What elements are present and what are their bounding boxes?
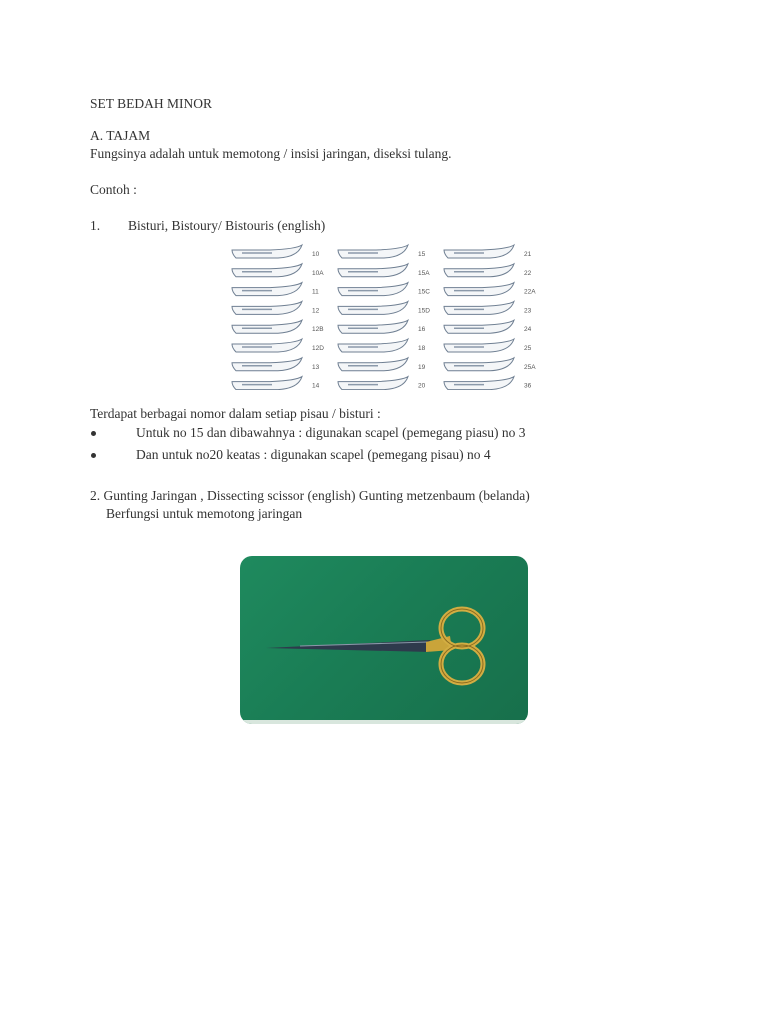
blade-number-label: 20 [418, 382, 426, 390]
scalpel-blade-icon [232, 301, 302, 314]
scalpel-blade-icon [232, 264, 302, 277]
blade-number-label: 14 [312, 382, 320, 390]
blade-number-label: 11 [312, 288, 319, 296]
bullet-item: Dan untuk no20 keatas : digunakan scapel (pemegang pisau) no 4 [136, 447, 491, 462]
blade-number-label: 15 [418, 251, 426, 258]
blade-number-label: 15A [418, 269, 430, 277]
blade-number-label: 12 [312, 307, 320, 315]
scalpel-blade-icon [232, 245, 302, 258]
scalpel-blade-icon [444, 301, 514, 314]
scalpel-blade-icon [338, 358, 408, 371]
item-1-text: Bisturi, Bistoury/ Bistouris (english) [128, 218, 326, 233]
scalpel-blade-icon [232, 339, 302, 352]
blade-number-label: 16 [418, 326, 426, 334]
section-heading: A. TAJAM [90, 128, 151, 143]
scalpel-blade-icon [232, 358, 302, 371]
scalpel-blade-icon [444, 320, 514, 333]
blade-number-label: 23 [524, 307, 532, 315]
scalpel-blade-icon [444, 377, 514, 390]
item-1-number: 1. [90, 218, 101, 233]
blade-number-label: 22A [524, 288, 536, 296]
bullet-dot [91, 453, 96, 458]
blade-number-label: 12B [312, 326, 324, 334]
notes-intro: Terdapat berbagai nomor dalam setiap pisau / bisturi : [90, 406, 381, 421]
scalpel-blade-icon [444, 283, 514, 296]
document-title: SET BEDAH MINOR [90, 96, 213, 111]
scalpel-blade-icon [232, 283, 302, 296]
scissors-icon [240, 556, 528, 724]
blade-number-label: 22 [524, 269, 532, 277]
blade-number-label: 19 [418, 363, 426, 371]
blade-number-label: 15C [418, 288, 430, 296]
item-2-heading: 2. Gunting Jaringan , Dissecting scissor (english) Gunting metzenbaum (belanda) [90, 488, 530, 503]
scalpel-blade-icon [338, 377, 408, 390]
scalpel-blade-icon [444, 264, 514, 277]
blade-number-label: 36 [524, 382, 532, 390]
blade-number-label: 15D [418, 307, 430, 315]
scalpel-blade-icon [338, 339, 408, 352]
blade-number-label: 25 [524, 345, 532, 352]
blade-list [232, 245, 536, 390]
blade-number-label: 10A [312, 269, 324, 277]
scissors-photo [240, 556, 528, 724]
bullet-item: Untuk no 15 dan dibawahnya : digunakan scapel (pemegang piasu) no 3 [136, 425, 526, 440]
item-2-description: Berfungsi untuk memotong jaringan [106, 506, 303, 521]
scalpel-blade-icon [338, 320, 408, 333]
scalpel-blade-icon [444, 339, 514, 352]
scalpel-blade-icon [338, 264, 408, 277]
scalpel-blades-chart [228, 240, 548, 390]
scalpel-blade-icon [232, 377, 302, 390]
blade-number-label: 25A [524, 363, 536, 371]
blade-number-label: 10 [312, 251, 320, 258]
blade-number-label: 18 [418, 345, 426, 352]
scalpel-blade-icon [444, 245, 514, 258]
scalpel-blade-icon [338, 283, 408, 296]
scalpel-blade-icon [232, 320, 302, 333]
blade-number-label: 24 [524, 326, 532, 334]
scalpel-blade-icon [338, 245, 408, 258]
section-description: Fungsinya adalah untuk memotong / insisi jaringan, diseksi tulang. [90, 146, 452, 161]
blade-number-label: 12D [312, 345, 324, 352]
blade-number-label: 13 [312, 363, 320, 371]
contoh-label: Contoh : [90, 182, 137, 197]
scalpel-blade-icon [338, 301, 408, 314]
bullet-dot [91, 431, 96, 436]
scalpel-blade-icon [444, 358, 514, 371]
blade-number-label: 21 [524, 251, 532, 258]
